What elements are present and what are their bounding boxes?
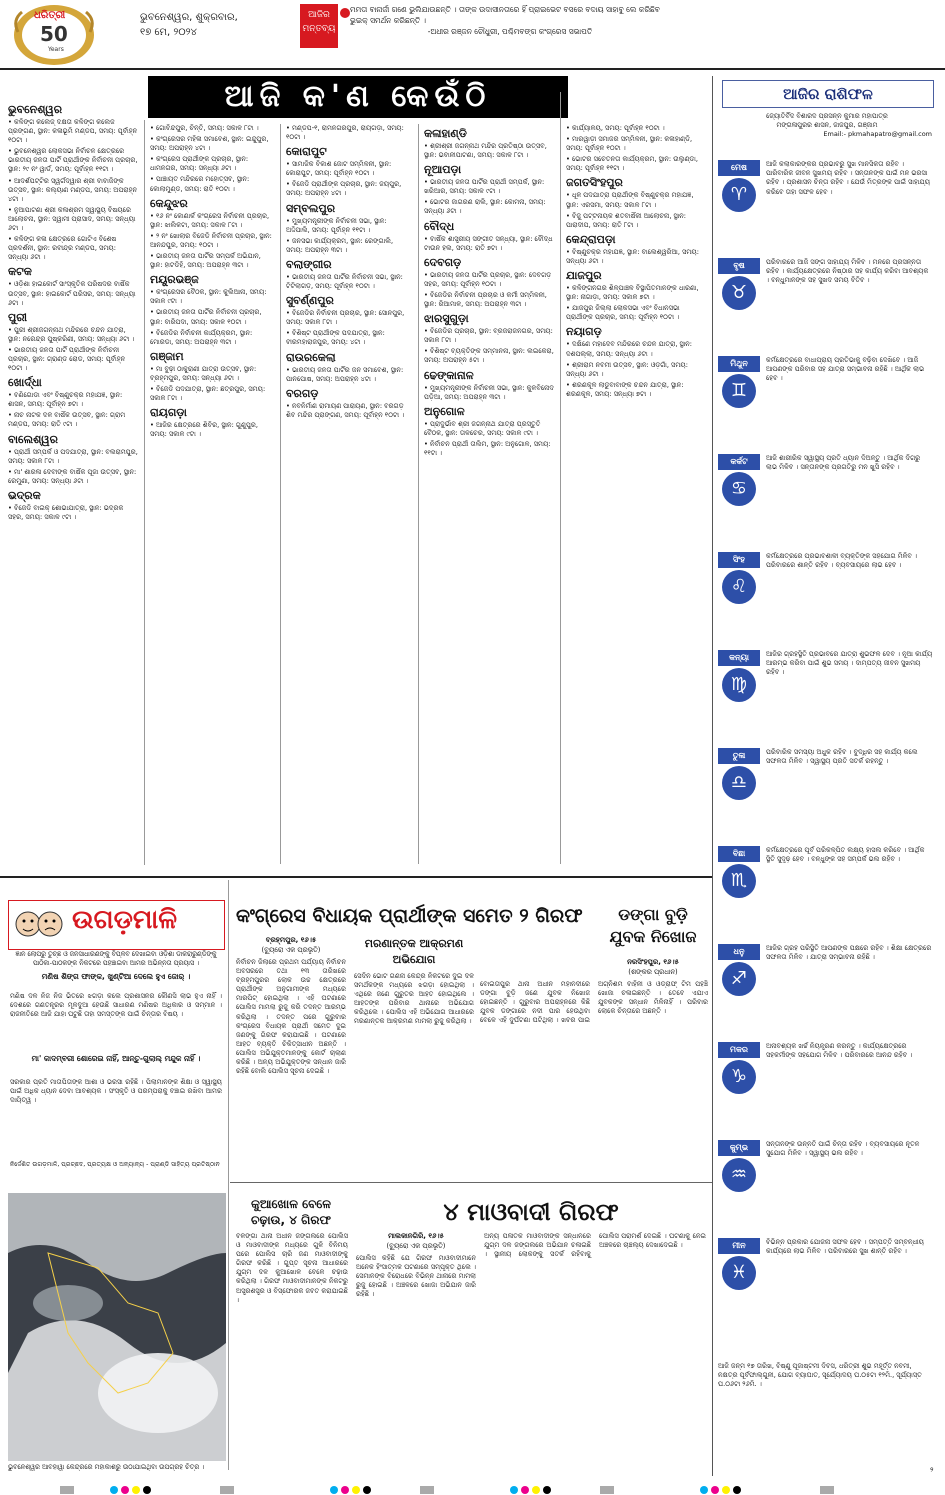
- district-heading: ଯାଜପୁର: [566, 269, 602, 283]
- zodiac-prediction: ଆଜିର ଗ୍ରହସ୍ଥିତି ପ୍ରଭାବରେ ଯାତ୍ରା ଶୁଭଫଳ ଦେବ । ନୂଆ କାର୍ଯ୍ୟ ଆରମ୍ଭ କରିବା ପାଇଁ ଶୁଭ ସମୟ । ଦାମ୍ପତ୍ୟ ଜୀବନ ସୁଖମୟ ରହିବ ।: [766, 650, 933, 677]
- page-number: ୨: [930, 1466, 934, 1474]
- zodiac-sign-entry: [718, 1238, 933, 1326]
- date-line-2: ୧୭ ମେ, ୨୦୨୪: [140, 27, 197, 38]
- zodiac-prediction: ଅନାବଶ୍ୟକ ଖର୍ଚ୍ଚ ନିୟନ୍ତ୍ରଣ କରନ୍ତୁ । କାର୍ଯ୍ୟକ୍ଷେତ୍ରରେ ସହକର୍ମୀଙ୍କ ସହଯୋଗ ମିଳିବ । ପରିବାରରେ ଆନନ୍ଦ ରହିବ ।: [766, 1042, 913, 1060]
- ugadamali-tagline: ଜ୍ଞାନ ଲୋପରୁ ତୁଚ୍ଛ ଓ ଜନସାଧାରଣଙ୍କୁ ବିପ୍ଳବ ଦେଖାଇବା ଓଡ଼ିଶା ଡାକରାରୁଣ୍ଡିଙ୍କୁ ପାଠିକା-ପାଠକଙ୍କ ନିକଟରେ ପହଞ୍ଚାଇବା ଆମର ଅଭିନ୍ନତା ପ୍ରୟାସ ।: [15, 950, 217, 968]
- district-heading: ଗଞ୍ଜାମ: [150, 349, 184, 363]
- listing-item: • ଶ୍ରୀଶ୍ରୀ ଜଗନ୍ନାଥ ମନ୍ଦିର ପ୍ରତିଷ୍ଠା ଉତ୍ସବ, ସ୍ଥାନ: ଭବାନୀପାଟଣା, ସମୟ: ସକାଳ ୮ଟା ।: [424, 142, 547, 160]
- ugadamali-body-1: ମଣିଷ ଦଳ ନିଜ ନିଜ ଭିତରେ ଝଗଡ଼ା କଲେ ପ୍ରଶାସନର କୌଣସି ଲାଭ ହୁଏ ନାହିଁ । ଦେଶରେ ଗଣତନ୍ତ୍ରର ମୂଳଦୁଆ ହେଉଛି ସାଧାରଣ ମଣିଷର ଅଧିକାର ଓ ସମ୍ମାନ । ରାଜନୀତିରେ ଆଜି ଯାହା ଘଟୁଛି ତାହା ସମସ୍ତଙ୍କ ପାଇଁ ଚିନ୍ତାର ବିଷୟ ।: [10, 992, 222, 1019]
- zodiac-sign-name: ସିଂହ: [718, 552, 760, 568]
- district-heading: ବାଲେଶ୍ୱର: [8, 432, 58, 446]
- zodiac-sign-name: ଧନୁ: [718, 944, 760, 960]
- listing-item: • ମୁଖ୍ୟମନ୍ତ୍ରୀଙ୍କ ନିର୍ବାଚନୀ ସଭା, ସ୍ଥାନ: କୁଳବିନୋଦ ପଡ଼ିଆ, ସମୟ: ଅପରାହ୍ନ ୩ଟା ।: [424, 383, 554, 401]
- astrologer-address: ମଙ୍ଗଳାପୁରର ଶାସନ, ଜାଜପୁର, ଗଞ୍ଜାମ: [776, 121, 878, 129]
- panchanga-text: ଆଜି ଜନ୍ମ ୧୭ ତାରିଖ, ବିଷ୍ଣୁ ପୂଜାଷ୍ଟମୀ ଦିବସ, ଧରିତ୍ରୀ ଶୁଭ ମହୂର୍ତ୍ତ ନବମୀ, ନକ୍ଷତ୍ର ପୂର୍ବଫାଲ୍ଗୁନୀ, ଯୋଗ ବ୍ୟାଘାତ, ସୂର୍ଯ୍ୟୋଦୟ ଘ.୦୫ଟା ୧୨ମି., ସୂର୍ଯ୍ୟାସ୍ତ ଘ.୦୬ଟା ୨୬ମି. ।: [718, 1362, 922, 1389]
- masthead-logo: [4, 2, 104, 68]
- zodiac-sign-name: ତୁଳା: [718, 748, 760, 764]
- listing-item: • ମାରୱାଡ଼ୀ ସମାଜର ସମ୍ମିଳନୀ, ସ୍ଥାନ: କଳାହାଣ୍ଡି, ସମୟ: ପୂର୍ବାହ୍ନ ୧୦ଟା ।: [566, 135, 693, 153]
- zodiac-prediction: ଆଜି କଲାକାରଙ୍କର ପ୍ରଭାବରୁ ସୁଖ ମାନସିକତା ରହିବ । ପାରିବାରିକ ଜୀବନ ସୁଖମୟ ରହିବ । ସନ୍ତାନଙ୍କ ପାଇଁ ମନ ଭରସା ରହିବ । ପ୍ରଶାସନ ଚିନ୍ତା ରହିବ । ଯେଉଁ ମିତ୍ରଙ୍କ ପାଇଁ ସାହାଯ୍ୟ କରିବେ ତାହା ସଫଳ ହେବ ।: [766, 160, 931, 196]
- zodiac-symbol-icon: ♈: [722, 178, 756, 212]
- zodiac-sign-entry: [718, 1140, 933, 1228]
- story3-headline: ୪ ମାଓବାଦୀ ଗିରଫ: [443, 1198, 619, 1226]
- cartoon-faces-icon: [14, 904, 64, 944]
- registration-dot-icon: [543, 1486, 551, 1494]
- story3-body-a: ବଳଙ୍ଗା ଥାନା ଅଧୀନ ଜଙ୍ଗଲରେ ପୋଲିସ ଓ ମାଓବାଦୀଙ୍କ ମଧ୍ୟରେ ଗୁଳି ବିନିମୟ ପରେ ପୋଲିସ ଚାରି ଜଣ ମାଓବାଦୀଙ୍କୁ ଗିରଫ କରିଛି । ଗୁପ୍ତ ସୂଚନା ଆଧାରରେ ଯୁଗ୍ମ ଦଳ କୁଆଖୋଳ ବେଳେ ଚଢ଼ାଉ କରିଥିଲା । ଗିରଫ ମାଓବାଦୀମାନଙ୍କ ନିକଟରୁ ଅସ୍ତ୍ରଶସ୍ତ୍ର ଓ ବିସ୍ଫୋରକ ଜବତ କରାଯାଇଛି ।: [236, 1232, 348, 1304]
- listing-item: • ଭୋଟର ସଚେତନତା କାର୍ଯ୍ୟକ୍ରମ, ସ୍ଥାନ: ଉଲୁଣ୍ଡା, ସମୟ: ପୂର୍ବାହ୍ନ ୧୧ଟା ।: [566, 155, 698, 173]
- listing-item: • କଂଗ୍ରେସର ବୈଠକ, ସ୍ଥାନ: କୁଲିଆନା, ସମୟ: ସକାଳ ୯ଟା ।: [150, 288, 267, 306]
- column-divider: [418, 124, 419, 864]
- story2-headline: ଡଙ୍ଗା ବୁଡ଼ି ଯୁବକ ନିଖୋଜ: [609, 905, 697, 946]
- listing-item: • ୧୬ ନଂ କୋଣାର୍କ କଂଗ୍ରେସ ନିର୍ବାଚନୀ ପ୍ରଚାର, ସ୍ଥାନ: ଝାଲିକଟା, ସମୟ: ସକାଳ ୮ଟା ।: [150, 211, 270, 229]
- zodiac-sign-entry: [718, 1042, 933, 1130]
- listing-item: • କାର୍ଯ୍ୟାଳୟ, ସମୟ: ପୂର୍ବାହ୍ନ ୧୦ଟା ।: [566, 124, 665, 132]
- listing-item: • ବିଜେଡିର ନିର୍ବାଚନୀ କାର୍ଯ୍ୟକ୍ରମ, ସ୍ଥାନ: ମୋରଡା, ସମୟ: ଅପରାହ୍ନ ୩ଟା ।: [150, 328, 253, 346]
- zodiac-sign-entry: [718, 846, 933, 934]
- listing-item: • ଆଜିର କ୍ଷେତ୍ରରେ ଶିବିର, ସ୍ଥାନ: ଗୁଣୁପୁର, ସମୟ: ସକାଳ ୯ଟା ।: [150, 421, 258, 439]
- district-heading: ସୁବର୍ଣ୍ଣପୁର: [286, 294, 334, 308]
- zodiac-sign-name: କର୍କଟ: [718, 454, 760, 470]
- district-heading: ବରଗଡ଼: [286, 386, 319, 400]
- column-divider: [280, 124, 281, 864]
- zodiac-sign-name: ବିଛା: [718, 846, 760, 862]
- zodiac-prediction: କର୍ମକ୍ଷେତ୍ରରେ ବାଧାପ୍ରାୟ ପ୍ରତିଭାକୁ ବଢ଼ିବା ଦେଖିବେ । ଆଜି ଆପଣଙ୍କ ପରିବାର ସହ ଯାତ୍ରା ସମ୍ଭାବନା ରହିଛି । ଆର୍ଥିକ ଲାଭ ହେବ ।: [766, 356, 925, 383]
- listing-item: • ଭୁବନେଶ୍ୱର ଲୋକସଭା ନିର୍ବାଚନ କ୍ଷେତ୍ରରେ ଭାରତୀୟ ଜନତା ପାର୍ଟି ପ୍ରାର୍ଥୀଙ୍କ ନିର୍ବାଚନୀ ପ୍ରଚାର, ସ୍ଥାନ: ୨୯ ନଂ ୱାର୍ଡ, ସମୟ: ପୂର୍ବାହ୍ନ ୧୧ଟା ।: [8, 147, 138, 174]
- listing-item: • ଭାରତୀୟ ଜନତା ପାର୍ଟିର ସମ୍ପର୍କ ଅଭିଯାନ, ସ୍ଥାନ: ହାଟଡିହି, ସମୟ: ଅପରାହ୍ନ ୩ଟା ।: [150, 252, 261, 270]
- district-heading: ବଲାଙ୍ଗୀର: [286, 257, 332, 271]
- listings-banner: ଆଜି କ'ଣ କେଉଁଠି: [148, 76, 568, 118]
- column-divider: [228, 880, 229, 1470]
- district-heading: ପୁରୀ: [8, 310, 27, 324]
- zodiac-sign-entry: [718, 748, 933, 836]
- column-divider: [144, 120, 145, 865]
- rashifala-title: ଆଜିର ରାଶିଫଳ: [722, 80, 934, 108]
- story3-kicker: କୁଆଖୋଳ ବେଳେ ଚଢ଼ାଉ, ୪ ଗିରଫ: [250, 1197, 331, 1227]
- ugadamali-body-2: ସରକାର ପ୍ରତି ମାତାପିତାଙ୍କ ଆଶା ଓ ଭରସା ରହିଛି । ପିଲାମାନଙ୍କ ଶିକ୍ଷା ଓ ସ୍ୱାସ୍ଥ୍ୟ ପାଇଁ ଅଧିକ ଧ୍ୟାନ ଦେବା ଆବଶ୍ୟକ । ସଂସ୍କୃତି ଓ ପରମ୍ପରାକୁ ବଞ୍ଚାଇ ରଖିବା ଆମର ଦାୟିତ୍ୱ ।: [10, 1078, 222, 1105]
- zodiac-sign-entry: [718, 650, 933, 738]
- todays-quote: [350, 4, 670, 37]
- district-heading: କଳାହାଣ୍ଡି: [424, 127, 467, 140]
- listing-item: • ବିଜେଡି ପଦଯାତ୍ରା, ସ୍ଥାନ: ଛତ୍ରପୁର, ସମୟ: ସକାଳ ୮ଟା ।: [150, 384, 266, 403]
- listing-item: • ଦକ୍ଷିଣେ ମହାଦେବ ମନ୍ଦିରରେ ଚନ୍ଦନ ଯାତ୍ରା, ସ୍ଥାନ: ଦଶପଲ୍ଲା, ସମୟ: ସନ୍ଧ୍ୟା ୬ଟା ।: [566, 340, 692, 358]
- zodiac-symbol-icon: ♎: [722, 766, 756, 800]
- listing-item: • କଳିଙ୍ଗ କଳା କ୍ଷେତ୍ରରେ ଗୋଟିଏ ବିଶେଷ ପ୍ରଦର୍ଶନୀ, ସ୍ଥାନ: ରବୀନ୍ଦ୍ର ମଣ୍ଡପ, ସମୟ: ସନ୍ଧ୍ୟା ୬ଟା ।: [8, 235, 117, 262]
- zodiac-symbol-icon: ♊: [722, 374, 756, 408]
- zodiac-symbol-icon: ♒: [722, 1158, 756, 1192]
- listing-item: • ନୁଆପାଟଣା ଶ୍ରୀ କଳାଶ୍ରମ ସ୍ୱାସ୍ଥ୍ୟ ବିଷୟରେ ଆଲୋଚନା, ସ୍ଥାନ: ସ୍ୱାମୀ ପ୍ରାସାଦ, ସମୟ: ସନ୍ଧ୍ୟା ୬ଟା ।: [8, 205, 136, 233]
- listings-column-5: [566, 124, 706, 864]
- listing-item: • ୨ ନଂ ଖୋଲାର ବିଜେଡି ନିର୍ବାଚନୀ ପ୍ରଚାର, ସ୍ଥାନ: ଆନନ୍ଦପୁର, ସମୟ: ୧୦ଟା ।: [150, 231, 272, 249]
- story1-body: ନିର୍ବାଚନ ଜିଲାରେ ପ୍ରଥମ ପର୍ଯ୍ୟାୟ ନିର୍ବାଚନ ଅବସରରେ ତଥା ୧୩ ତାରିଖରେ ବ୍ରହ୍ମପୁରର ଲୋକ ଉଚ୍ଚ କ୍ଷେତ୍ରରେ ପ୍ରାର୍ଥୀଙ୍କ ଅନୁଗାମୀଙ୍କ ମଧ୍ୟରେ ମାରପିଟ୍ ହୋଇଥିଲା । ଏହି ଘଟଣାରେ ପୋଲିସ ମାମଲା ରୁଜୁ କରି ତଦନ୍ତ ଆରମ୍ଭ କରିଥିଲା । ତଦନ୍ତ ପରେ ଗୁରୁବାର କଂଗ୍ରେସ ବିଧାୟକ ପ୍ରାର୍ଥୀ ସମେତ ଦୁଇ ଜଣଙ୍କୁ ଗିରଫ କରାଯାଇଛି । ଘଟଣାରେ ଆହତ ବ୍ୟକ୍ତି ଚିକିତ୍ସାଧୀନ ଅଛନ୍ତି । ପୋଲିସ ଅଭିଯୁକ୍ତମାନଙ୍କୁ କୋର୍ଟ ଚାଲାଣ କରିଛି । ଅନ୍ୟ ଅଭିଯୁକ୍ତଙ୍କ ସନ୍ଧାନ ଜାରି ରହିଛି ବୋଲି ପୋଲିସ ସୂଚନା ଦେଇଛି ।: [236, 958, 346, 1076]
- ugadamali-title: ଉଗଡ଼ମାଳି: [72, 905, 178, 935]
- zodiac-prediction: ପରିବାରିକ ସମସ୍ୟା ଅଧୁକ ରହିବ । ବୁଦ୍ଧିର ସହ କାର୍ଯ୍ୟ କଲେ ସଫଳତା ମିଳିବ । ସ୍ୱାସ୍ଥ୍ୟ ପ୍ରତି ସତର୍କ ରହନ୍ତୁ ।: [766, 748, 918, 766]
- story2-body: ବୋଇତାପୁର ଥାନା ଅଧୀନ ମହାନଦୀରେ ଡଙ୍ଗା ବୁଡ଼ି ଜଣେ ଯୁବକ ନିଖୋଜ ହୋଇଛନ୍ତି । ଗୁରୁବାର ଅପରାହ୍ନରେ କିଛି ଯୁବକ ଡଙ୍ଗାରେ ନଦୀ ପାର ହେଉଥିବା ବେଳେ ଏହି ଦୁର୍ଘଟଣା ଘଟିଥିଲା । ଖବର ପାଇ ଅଗ୍ନିଶମ ବାହିନୀ ଓ ଓଡ୍ରାଫ୍ ଟିମ ପହଞ୍ଚି ଖୋଜା ଚଳାଇଛନ୍ତି । ତେବେ ଏଯାଏ ଯୁବକଙ୍କ ସନ୍ଧାନ ମିଳିନାହିଁ । ପରିବାର ଲୋକେ ଚିନ୍ତାରେ ଅଛନ୍ତି ।: [480, 980, 708, 1025]
- ugadamali-subhead-1: ମଣିଷ ଶିଙ୍ଗ ଫାଙ୍କ, ଖୁଣ୍ଟିଆ ଦେଲେ ହୁଏ ଜୋର୍ ।: [41, 972, 191, 981]
- zodiac-symbol-icon: ♏: [722, 864, 756, 898]
- ugadamali-subhead-2: ମା' କାଦମ୍ବରୀ ଶୋରେଇ ନାହିଁ, ଆନ୍ତୁ-ଗୁଲାଲ୍ ମନ୍ଦୁକ ନାହିଁ ।: [31, 1054, 201, 1063]
- satellite-weather-image: [8, 1193, 226, 1461]
- listing-item: • କଂଗ୍ରେସର ମହିଳା ସମାବେଶ, ସ୍ଥାନ: ଇନ୍ଦୁପୁର, ସମୟ: ଅପରାହ୍ନ ୪ଟା ।: [150, 135, 269, 153]
- listing-item: • ଯାଜପୁର ଜିଲ୍ଲା ଲୋକସଭା ଏବଂ ବିଧାନସଭା ପ୍ରାର୍ଥୀଙ୍କ ପ୍ରଚାର, ସମୟ: ପୂର୍ବାହ୍ନ ୧୦ଟା ।: [566, 304, 680, 322]
- zodiac-symbol-icon: ♐: [722, 962, 756, 996]
- zodiac-sign-name: ମକର: [718, 1042, 760, 1058]
- listing-item: • ବାର୍ଷିକ ଶାସ୍ତ୍ରୀୟ ସଙ୍ଗୀତ ସନ୍ଧ୍ୟା, ସ୍ଥାନ: ବୌଦ୍ଧ ଟାଉନ ହଲ, ସମୟ: ରାତି ୭ଟା ।: [424, 234, 553, 252]
- zodiac-prediction: ଆଜି ଶାରୀରିକ ସ୍ୱାସ୍ଥ୍ୟ ପ୍ରତି ଧ୍ୟାନ ଦିଅନ୍ତୁ । ଆର୍ଥିକ ଦିଗରୁ ଲାଭ ମିଳିବ । ସନ୍ତାନଙ୍କ ପ୍ରଗତିରୁ ମନ ଖୁସି ରହିବ ।: [766, 454, 921, 472]
- zodiac-sign-entry: [718, 160, 933, 248]
- registration-dot-icon: [132, 1486, 140, 1494]
- listings-column-1: [8, 100, 138, 865]
- story2-dateline: ନରସିଂହପୁର, ୧୬।୫: [627, 958, 679, 966]
- zodiac-sign-name: ମିଥୁନ: [718, 356, 760, 372]
- registration-square-icon: [420, 1486, 434, 1494]
- registration-dot-icon: [722, 1486, 730, 1494]
- listing-item: • ବିଜେଡି ପ୍ରାର୍ଥୀଙ୍କ ପ୍ରଚାର, ସ୍ଥାନ: ଜୟପୁର, ସମୟ: ଅପରାହ୍ନ ୪ଟା ।: [286, 180, 402, 198]
- listing-item: • କଳିଙ୍ଗନଗର ଶିଳ୍ପାଞ୍ଚଳ ବିସ୍ଥାପିତମାନଙ୍କ ଧାରଣା, ସ୍ଥାନ: ନାଗାଡ଼ା, ସମୟ: ସକାଳ ୭ଟା ।: [566, 284, 699, 302]
- registration-dot-icon: [521, 1486, 529, 1494]
- listing-item: • ଭାରତୀୟ ଜନତା ପାର୍ଟିର ପ୍ରାର୍ଥୀ ସମ୍ପର୍କ, ସ୍ଥାନ: ଖରିଆର, ସମୟ: ସକାଳ ୯ଟା ।: [424, 178, 545, 196]
- zodiac-sign-name: ମୀନ: [718, 1238, 760, 1254]
- listing-item: • ବିଜେଡି ବାଇକ୍ ଶୋଭାଯାତ୍ରା, ସ୍ଥାନ: ଭଦ୍ରକ ସହର, ସମୟ: ସକାଳ ୯ଟା ।: [8, 503, 124, 521]
- listing-item: • ଭାରତୀୟ ଜନତା ପାର୍ଟିର ନିର୍ବାଚନୀ ସଭା, ସ୍ଥାନ: ଟିଟିଲାଗଡ଼, ସମୟ: ପୂର୍ବାହ୍ନ ୧୦ଟା ।: [286, 272, 403, 291]
- zodiac-sign-entry: [718, 356, 933, 444]
- zodiac-sign-entry: [718, 454, 933, 542]
- registration-dot-icon: [110, 1486, 118, 1494]
- zodiac-sign-name: କନ୍ୟା: [718, 650, 760, 666]
- rashifala-divider: [712, 76, 713, 1476]
- tag-line-1: ଆଜିର: [308, 10, 330, 20]
- zodiac-symbol-icon: ♓: [722, 1256, 756, 1290]
- story1-headline: କଂଗ୍ରେସ ବିଧାୟକ ପ୍ରାର୍ଥୀଙ୍କ ସମେତ ୨ ଗିରଫ: [236, 905, 583, 927]
- listing-item: • ମା' ଶାରଳା ଦେବୀଙ୍କ ବାର୍ଷିକ ପୂଜା ଉତ୍ସବ, ସ୍ଥାନ: ରେମୁଣା, ସମୟ: ସନ୍ଧ୍ୟା ୬ଟା ।: [8, 467, 137, 485]
- listings-column-4: [424, 124, 554, 864]
- ugadamali-credit: ନିର୍ଦ୍ଦେଶିତ ଉଗଡ଼ମାଳି, ପ୍ରଚ୍ଛଦ, ପ୍ରତ୍ୟକ୍ଷ ଓ ଅନ୍ୟାନ୍ୟ - ପ୍ରାଣ୍ଡି ସାହିତ୍ୟ ପ୍ରତିଷ୍ଠାନ: [10, 1161, 220, 1168]
- listing-item: • ଭୋଟର ଜାଗରଣ ରାଲି, ସ୍ଥାନ: କୋମନା, ସମୟ: ସନ୍ଧ୍ୟା ୬ଟା ।: [424, 198, 546, 216]
- quote-author: -ଅଧୀର ରଞ୍ଜନ ଚୌଧୁରୀ, ପଶ୍ଚିମବଙ୍ଗ କଂଗ୍ରେସ ସଭାପତି: [427, 27, 593, 36]
- zodiac-sign-name: ବୃଷ: [718, 258, 760, 274]
- zodiac-sign-entry: [718, 552, 933, 640]
- district-heading: କଟକ: [8, 265, 32, 279]
- todays-comment-tag: [300, 4, 338, 48]
- section-rule: [0, 876, 712, 878]
- listing-item: • ବିଶିଷ୍ଟ ପ୍ରାର୍ଥୀଙ୍କ ପଦଯାତ୍ରା, ସ୍ଥାନ: ବୀରମହାରାଜପୁର, ସମୟ: ୪ଟା ।: [286, 329, 385, 347]
- listing-item: • ମଣ୍ଡପ-୧, ରାମନଗରପୁର, ରାୟଗଡ଼ା, ସମୟ: ୧୦ଟା ।: [286, 124, 404, 142]
- listing-item: • ନିର୍ବାଚନ ପ୍ରାର୍ଥୀ ତାଲିମ, ସ୍ଥାନ: ଅନୁଗୋଳ, ସମୟ: ୧୧ଟା ।: [424, 439, 551, 457]
- district-heading: ଭଦ୍ରକ: [8, 488, 41, 502]
- registration-dot-icon: [510, 1486, 518, 1494]
- zodiac-prediction: କର୍ମକ୍ଷେତ୍ରରେ ପୂର୍ବ ପରିକଳ୍ପିତ ଲକ୍ଷ୍ୟ ହାସଲ କରିବେ । ଆର୍ଥିକ ସ୍ଥିତି ସୁଦୃଢ଼ ହେବ । ବନ୍ଧୁଙ୍କ ସହ ସମ୍ପର୍କ ଭଲ ରହିବ ।: [766, 846, 925, 864]
- district-heading: ରାଉରକେଲା: [286, 350, 336, 364]
- registration-square-icon: [820, 1486, 834, 1494]
- logo-years-label: Years: [48, 46, 64, 53]
- district-heading: ଭୁବନେଶ୍ୱର: [8, 103, 63, 116]
- story1-byline: (ବ୍ୟୁରୋ ଏକ ପ୍ରଭୃତି): [261, 946, 321, 954]
- zodiac-prediction: ଆଜିର ଗ୍ରହ ପରିସ୍ଥିତି ଆପଣଙ୍କ ପକ୍ଷରେ ରହିବ । ଶିକ୍ଷା କ୍ଷେତ୍ରରେ ସଫଳତା ମିଳିବ । ଯାତ୍ରା ସମ୍ଭାବନା ରହିଛି ।: [766, 944, 932, 962]
- astrologer-name: ଜ୍ୟୋତିର୍ବିଦ ବିଶାରଦ ପ୍ରସନ୍ନ କୁମାର ମହାପାତ୍ର: [766, 112, 888, 120]
- tag-line-2: ମନ୍ତବ୍ୟ: [302, 24, 336, 34]
- registration-dot-icon: [143, 1486, 151, 1494]
- listing-item: • ବିଶିଷ୍ଟ ବ୍ୟକ୍ତିଙ୍କ ସମ୍ମାନନା, ସ୍ଥାନ: ଲଇକେରା, ସମୟ: ଅପରାହ୍ନ ୫ଟା ।: [424, 347, 554, 365]
- registration-dot-icon: [121, 1486, 129, 1494]
- astrologer-email: Email:- pkmahapatro@gmail.com: [823, 130, 932, 138]
- story1-body-b: ସେଦିନ ଭୋଟ ଗଣନା କେନ୍ଦ୍ର ନିକଟରେ ଦୁଇ ଦଳ ସମର୍ଥକଙ୍କ ମଧ୍ୟରେ ଝଗଡ଼ା ହୋଇଥିଲା । ଏଥିରେ ଜଣେ ଗୁରୁତର ଆହତ ହୋଇଥିଲେ । ଆହତଙ୍କ ପରିବାର ଥାନାରେ ଅଭିଯୋଗ କରିଥିଲେ । ପୋଲିସ ଏହି ଅଭିଯୋଗ ଆଧାରରେ ମରଣାନ୍ତକ ଆକ୍ରମଣ ମାମଲା ରୁଜୁ କରିଥିଲା ।: [354, 972, 474, 1026]
- listing-item: • ବଣିଗୋଡା ଏବଂ ବିଷ୍ଣୁଚକ୍ର ମହାଯଜ୍ଞ, ସ୍ଥାନ: ଶାସନ, ସମୟ: ପୂର୍ବାହ୍ନ ୭ଟା ।: [8, 391, 123, 409]
- story3-dateline: ମାଲକାନଗିରି, ୧୬।୫: [388, 1232, 444, 1240]
- registration-dot-icon: [733, 1486, 741, 1494]
- registration-dot-icon: [341, 1486, 349, 1494]
- listing-item: • ଗୋବିନ୍ଦପୁର, ଚିନ୍ତି, ସମୟ: ସକାଳ ୮ଟା ।: [150, 124, 259, 132]
- listing-item: • ମା ବୁଢ଼ୀ ଠାକୁରାଣୀ ଯାତ୍ରା ଉତ୍ସବ, ସ୍ଥାନ: ବ୍ରହ୍ମପୁର, ସମୟ: ସନ୍ଧ୍ୟା ୬ଟା ।: [150, 364, 257, 382]
- listing-item: • ଓଡ଼ିଶା ହାଇକୋର୍ଟ ସାଂସ୍କୃତିକ ପରିଷଦର ବାର୍ଷିକ ଉତ୍ସବ, ସ୍ଥାନ: ହାଇକୋର୍ଟ ପରିସର, ସମୟ: ସନ୍ଧ୍ୟା ୬ଟା ।: [8, 280, 136, 307]
- listing-item: • ଆଦର୍ଶପଟ୍ଟିର ସ୍ୱର୍ଗଦ୍ୱାର ଶ୍ରୀ ବାବାଜିଙ୍କ ଉତ୍ସବ, ସ୍ଥାନ: କଲ୍ୟାଣ ମଣ୍ଡପ, ସମୟ: ଅପରାହ୍ନ ୪ଟା ।: [8, 176, 138, 203]
- story1-subhead: ମରଣାନ୍ତକ ଆକ୍ରମଣ ଅଭିଯୋଗ: [364, 937, 464, 966]
- story3-body-b: ପୋଲିସ କହିଛି ଯେ ଗିରଫ ମାଓବାଦୀମାନେ ଅନେକ ହିଂସାତ୍ମକ ଘଟଣାରେ ସମ୍ପୃକ୍ତ ଥିଲେ । ସେମାନଙ୍କ ବିରୋଧରେ ବିଭିନ୍ନ ଥାନାରେ ମାମଲା ରୁଜୁ ହୋଇଛି । ଅଞ୍ଚଳରେ ଖୋଜା ଅଭିଯାନ ଜାରି ରହିଛି ।: [356, 1254, 476, 1299]
- zodiac-sign-name: କୁମ୍ଭ: [718, 1140, 760, 1156]
- listing-item: • କଳିଙ୍ଗ କଲେଜ୍ ଦକ୍ଷତା କଳିଙ୍ଗ କଲେଜ ପ୍ରଙ୍ଗଣ, ସ୍ଥାନ: କଳାଭୂମି ମଣ୍ଡପ, ସମୟ: ପୂର୍ବାହ୍ନ ୧୦ଟା ।: [8, 118, 138, 145]
- date-line-1: ଭୁବନେଶ୍ୱର, ଶୁକ୍ରବାର,: [140, 12, 238, 23]
- listing-item: • ପାଞ୍ଚାୟତ ମନ୍ଦିରରେ ମହୋତ୍ସବ, ସ୍ଥାନ: କୋଲାମୁଣ୍ଡ, ସମୟ: ରାତି ୧୦ଟା ।: [150, 175, 250, 193]
- district-heading: କୋରାପୁଟ: [286, 145, 327, 159]
- district-heading: ନୟାଗଡ଼: [566, 325, 602, 339]
- listing-item: • ବିଜେଡିର ନିର୍ବାଚନୀ ପ୍ରଚାର, ସ୍ଥାନ: ସୋନପୁର, ସମୟ: ସକାଳ ୮ଟା ।: [286, 309, 405, 327]
- district-heading: ନୂଆପଡ଼ା: [424, 163, 462, 177]
- listing-item: • ଶ୍ରୀରାମ ନବମୀ ଉତ୍ସବ, ସ୍ଥାନ: ଓଡ଼ଗାଁ, ସମୟ: ସନ୍ଧ୍ୟା ୬ଟା ।: [566, 360, 688, 378]
- listing-item: • ପୁରୀ ଶ୍ରୀଜଗନ୍ନାଥ ମନ୍ଦିରରେ ଚନ୍ଦନ ଯାତ୍ରା, ସ୍ଥାନ: ନରେନ୍ଦ୍ର ପୁଷ୍କରିଣୀ, ସମୟ: ସନ୍ଧ୍ୟା ୬ଟା ।: [8, 325, 135, 343]
- zodiac-prediction: କର୍ମକ୍ଷେତ୍ରରେ ପ୍ରଭାବଶାଳୀ ବ୍ୟକ୍ତିଙ୍କ ସହଯୋଗ ମିଳିବ । ପରିବାରରେ ଶାନ୍ତି ରହିବ । ବ୍ୟବସାୟରେ ଲାଭ ହେବ ।: [766, 552, 917, 570]
- listing-item: • କଂଗ୍ରେସ ପ୍ରାର୍ଥୀଙ୍କ ପ୍ରଚାର, ସ୍ଥାନ: ଧାମନଗର, ସମୟ: ସନ୍ଧ୍ୟା ୬ଟା ।: [150, 155, 249, 173]
- district-heading: ଝାରସୁଗୁଡ଼ା: [424, 312, 469, 326]
- column-divider: [560, 92, 561, 864]
- district-heading: ମୟୂରଭଞ୍ଜ: [150, 273, 199, 287]
- logo-years: 50: [40, 22, 68, 46]
- rashifala-byline: [722, 112, 932, 139]
- story3-body-c: ଅନ୍ୟ ପଳାତକ ମାଓବାଦୀଙ୍କ ସନ୍ଧାନରେ ଯୁଗ୍ମ ଦଳ ଜଙ୍ଗଲରେ ଅଭିଯାନ ଚଳାଇଛି । ସ୍ଥାନୀୟ ଲୋକଙ୍କୁ ସତର୍କ ରହିବାକୁ ପୋଲିସ ପରାମର୍ଶ ଦେଇଛି । ଘଟଣାକୁ ନେଇ ଅଞ୍ଚଳରେ ଚାଞ୍ଚଲ୍ୟ ଦେଖାଦେଇଛି ।: [484, 1232, 706, 1259]
- story-rule: [230, 1182, 712, 1183]
- listing-item: • ବିଷ୍ଣୁଚକ୍ର ମହାଯଜ୍ଞ, ସ୍ଥାନ: ବାଲେଶ୍ୱରିଆ, ସମୟ: ସନ୍ଧ୍ୟା ୬ଟା ।: [566, 247, 699, 265]
- listing-item: • ବିଜେଡିର ପ୍ରଚାର, ସ୍ଥାନ: ବ୍ରଜରାଜନଗର, ସମୟ: ସକାଳ ୮ଟା ।: [424, 327, 553, 345]
- registration-dot-icon: [700, 1486, 708, 1494]
- quote-bullet-icon: [340, 8, 350, 18]
- dateline: [140, 10, 280, 40]
- listing-item: • ଭାରତୀୟ ଜନତା ପାର୍ଟି ପ୍ରାର୍ଥୀଙ୍କ ନିର୍ବାଚନୀ ପ୍ରଚାର, ସ୍ଥାନ: ଗ୍ରାଣ୍ଡ ରୋଡ, ସମୟ: ପୂର୍ବାହ୍ନ ୧୦ଟା ।: [8, 345, 126, 373]
- district-heading: କେନ୍ଦୁଝର: [150, 196, 188, 210]
- weather-caption: ଭୁବନେଶ୍ୱର ଆବହାୱା କେନ୍ଦ୍ରରେ ମହାକାଶରୁ ଉଠାଯାଇଥିବା ଉପଗ୍ରହ ଚିତ୍ର ।: [8, 1463, 205, 1471]
- listing-item: • ସାମାଜିକ ବିକାଶ ଜୋଟ ସମ୍ମିଳନୀ, ସ୍ଥାନ: କୋରାପୁଟ, ସମୟ: ପୂର୍ବାହ୍ନ ୧୦ଟା ।: [286, 160, 392, 178]
- zodiac-symbol-icon: ♉: [722, 276, 756, 310]
- zodiac-symbol-icon: ♋: [722, 472, 756, 506]
- district-heading: ବୌଦ୍ଧ: [424, 219, 455, 233]
- zodiac-prediction: ବିଭିନ୍ନ ପ୍ରକାର ଯୋଜନା ସଫଳ ହେବ । ସମ୍ପତ୍ତି ସମ୍ବନ୍ଧୀୟ କାର୍ଯ୍ୟରେ ଲାଭ ମିଳିବ । ପରିବାରରେ ସୁଖ ଶାନ୍ତି ରହିବ ।: [766, 1238, 924, 1256]
- zodiac-sign-entry: [718, 258, 933, 346]
- zodiac-prediction: ସନ୍ତାନଙ୍କ ଉନ୍ନତି ପାଇଁ ଚିନ୍ତା ରହିବ । ବ୍ୟବସାୟରେ ନୂତନ ସୁଯୋଗ ମିଳିବ । ସ୍ୱାସ୍ଥ୍ୟ ଭଲ ରହିବ ।: [766, 1140, 920, 1158]
- listings-column-3: [286, 124, 411, 864]
- listing-item: • ଭାରତୀୟ ଜନତା ପାର୍ଟିର ପ୍ରଚାର, ସ୍ଥାନ: ଦେବଗଡ଼ ସହର, ସମୟ: ପୂର୍ବାହ୍ନ ୧୦ଟା ।: [424, 270, 552, 288]
- zodiac-symbol-icon: ♑: [722, 1060, 756, 1094]
- registration-dot-icon: [363, 1486, 371, 1494]
- listing-item: • ନାଚ ନାଟକ ଦଳ ବାର୍ଷିକ ଉତ୍ସବ, ସ୍ଥାନ: ଗ୍ରାମ ମଣ୍ଡପ, ସମୟ: ରାତି ୯ଟା ।: [8, 411, 126, 429]
- listing-item: • ଧୂଳ ପଦଯାତ୍ରା ପ୍ରାର୍ଥୀଙ୍କ ବିଷ୍ଣୁଚକ୍ର ମହାଯଜ୍ଞ, ସ୍ଥାନ: ଏରସମା, ସମୟ: ସକାଳ ୮ଟା ।: [566, 191, 694, 209]
- registration-dot-icon: [532, 1486, 540, 1494]
- district-heading: ଖୋର୍ଦ୍ଧା: [8, 376, 42, 390]
- listing-item: • ଭାରତୀୟ ଜନତା ପାର୍ଟିର ଜନ ସମାବେଶ, ସ୍ଥାନ: ପାନପୋଷ, ସମୟ: ଅପରାହ୍ନ ୪ଟା ।: [286, 365, 404, 383]
- district-heading: ଜଗତସିଂହପୁର: [566, 176, 623, 190]
- registration-dot-icon: [711, 1486, 719, 1494]
- listing-item: • ନବନିର୍ମାଣ ରାମାୟଣ ପାରାୟଣ, ସ୍ଥାନ: ବରଗଡ଼ ଶିବ ମନ୍ଦିର ପ୍ରାଙ୍ଗଣ, ସମୟ: ପୂର୍ବାହ୍ନ ୧୦ଟା ।: [286, 401, 405, 419]
- listings-column-2: [150, 124, 275, 864]
- listing-item: • ମୁଖ୍ୟମନ୍ତ୍ରୀଙ୍କ ନିର୍ବାଚନୀ ସଭା, ସ୍ଥାନ: ଅଦ୍ଦିପାଲି, ସମୟ: ପୂର୍ବାହ୍ନ ୧୧ଟା ।: [286, 216, 387, 234]
- header-rule: [0, 68, 945, 70]
- registration-square-icon: [220, 1486, 234, 1494]
- listing-item: • ବିଜୁ ପଟ୍ଟନାୟକ ଶତବାର୍ଷିକୀ ଆଲୋଚନା, ସ୍ଥାନ: ପାରାଦୀପ, ସମୟ: ରାତି ୮ଟା ।: [566, 211, 686, 229]
- listing-item: • ପ୍ରାଦୁର୍ଭାବ ଶ୍ରୀ ଜଗନ୍ନାଥ ଯାତ୍ରା ପ୍ରସ୍ତୁତି ବୈଠକ, ସ୍ଥାନ: ତାଳଚେର, ସମୟ: ସକାଳ ୯ଟା ।: [424, 419, 541, 437]
- listing-item: • ଶରଣକୂଳ ଲାଡୁବାବାଙ୍କ ଚନ୍ଦନ ଯାତ୍ରା, ସ୍ଥାନ: ଶରଣକୂଳ, ସମୟ: ସନ୍ଧ୍ୟା ୭ଟା ।: [566, 380, 684, 398]
- story3-byline: (ବ୍ୟୁରୋ ଏକ ପ୍ରଭୃତି): [386, 1242, 446, 1250]
- logo-text: ଧରିତ୍ରୀ: [34, 10, 66, 21]
- zodiac-symbol-icon: ♍: [722, 668, 756, 702]
- registration-square-icon: [600, 1486, 614, 1494]
- zodiac-symbol-icon: ♌: [722, 570, 756, 604]
- district-heading: କେନ୍ଦ୍ରାପଡ଼ା: [566, 232, 616, 246]
- story1-dateline: ବ୍ରହ୍ମପୁର, ୧୬।୫: [265, 936, 317, 944]
- listing-item: • ପ୍ରାର୍ଥୀ ସମ୍ପର୍କ ଓ ପଦଯାତ୍ରା, ସ୍ଥାନ: ବଲରାମପୁର, ସମୟ: ସକାଳ ୮ଟା ।: [8, 447, 138, 465]
- zodiac-sign-name: ମେଷ: [718, 160, 760, 176]
- registration-square-icon: [60, 1486, 74, 1494]
- district-heading: ଢେଙ୍କାନାଳ: [424, 368, 474, 382]
- zodiac-prediction: ପରିବାରରେ ଆଜି ସଙ୍ଗ ସାହାଯ୍ୟ ମିଳିବ । ମନରେ ପ୍ରସନ୍ନତା ରହିବ । କାର୍ଯ୍ୟକ୍ଷେତ୍ରରେ ନିଷ୍ଠାର ସହ କାର୍ଯ୍ୟ କରିବା ଆବଶ୍ୟକ । ବନ୍ଧୁମାନଙ୍କ ସହ ସୁଖଦ ସମୟ ବିତିବ ।: [766, 258, 929, 285]
- quote-text: ମମତା ବାନାର୍ଜୀ ଗଣେ ଭୁଲିଯାଉଛନ୍ତି । ତାଙ୍କ ଉଦାସୀନତାରେ ହିଁ ପ୍ରାଇଭେଟ ବସରେ ବଦାୟ ସାହାବୁ ଲେ କରିଛିବ ଭୁଇକ୍ ସମର୍ଥନ କରିଛନ୍ତି ।: [350, 5, 660, 25]
- district-heading: ଅନୁଗୋଳ: [424, 404, 465, 418]
- listing-item: • ଜନସଭା କାର୍ଯ୍ୟକ୍ରମ, ସ୍ଥାନ: ରେଙ୍ଗାଲି, ସମୟ: ଅପରାହ୍ନ ୩ଟା ।: [286, 236, 394, 254]
- district-heading: ରାୟଗଡ଼ା: [150, 406, 187, 420]
- registration-dot-icon: [330, 1486, 338, 1494]
- listing-item: • ଭାରତୀୟ ଜନତା ପାର୍ଟିର ନିର୍ବାଚନୀ ପ୍ରଚାର, ସ୍ଥାନ: ବାରିପଦା, ସମୟ: ସକାଳ ୧୦ଟା ।: [150, 308, 262, 326]
- story2-byline: (ଶଙ୍କର ପ୍ରଧାନ): [628, 968, 678, 976]
- district-heading: ସମ୍ବଲପୁର: [286, 201, 336, 215]
- registration-dot-icon: [352, 1486, 360, 1494]
- district-heading: ଦେବଗଡ଼: [424, 255, 462, 269]
- zodiac-sign-entry: [718, 944, 933, 1032]
- listing-item: • ବିଜେଡିର ନିର୍ବାଚନୀ ପ୍ରଚାର ଓ କର୍ମୀ ସମ୍ମିଳନୀ, ସ୍ଥାନ: ରିଆମାଳ, ସମୟ: ଅପରାହ୍ନ ୩ଟା ।: [424, 290, 547, 309]
